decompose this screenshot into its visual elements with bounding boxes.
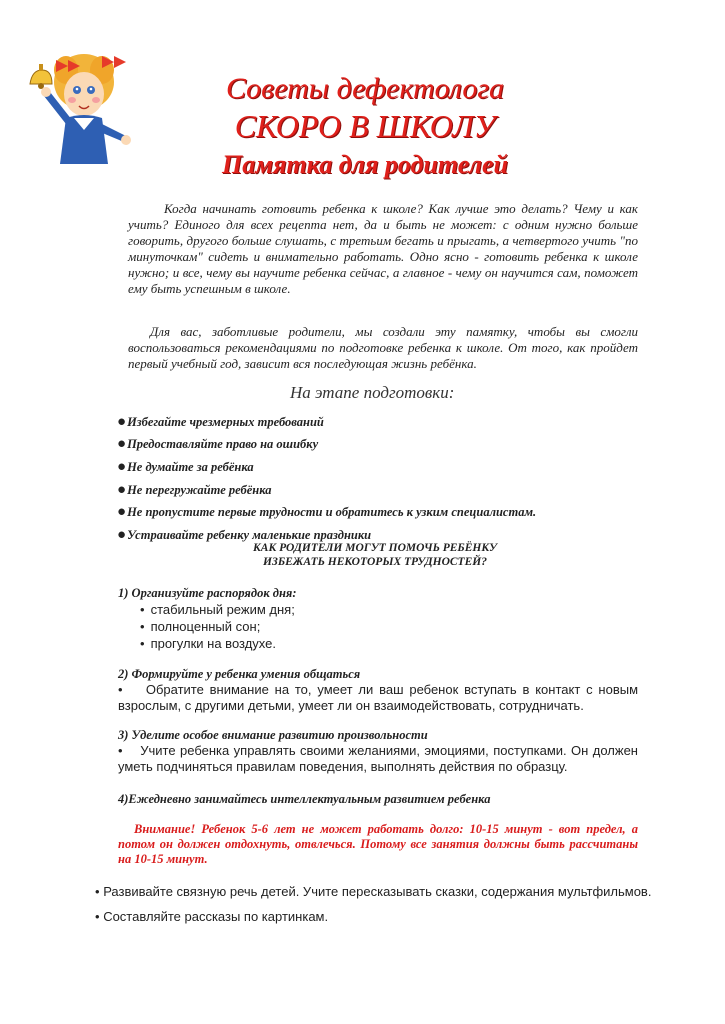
section-2-text: • Обратите внимание на то, умеет ли ваш ребенок вступать в контакт с новым взрослым, с другими детьми, умеет ли он взаимодействовать, сотрудничать. bbox=[118, 682, 639, 713]
girl-with-bell-illustration bbox=[22, 40, 132, 168]
bullet-icon: • bbox=[118, 743, 123, 758]
tip-item: ●Не пропустите первые трудности и обратитесь к узким специалистам. bbox=[117, 504, 537, 520]
tip-item: ●Не думайте за ребёнка bbox=[117, 459, 254, 475]
tip-item: ●Предоставляйте право на ошибку bbox=[117, 436, 319, 452]
bullet-icon: ● bbox=[117, 482, 127, 498]
bullet-icon: • bbox=[140, 619, 145, 634]
intro-paragraph-2: Для вас, заботливые родители, мы создали эту памятку, чтобы вы смогли воспользоваться рекомендациями по подготовке ребенка к школе. От того, как пройдет первый учебный год, зависит вся последующая жизнь ребёнка. bbox=[128, 324, 638, 371]
title-parents-memo: Памятка для родителей bbox=[222, 150, 508, 179]
bullet-icon: • bbox=[95, 909, 100, 924]
bullet-icon: ● bbox=[117, 504, 127, 520]
bullet-icon: ● bbox=[117, 414, 127, 430]
section-4-title: 4)Ежедневно занимайтесь интеллектуальным развитием ребенка bbox=[118, 792, 491, 806]
tip-item: ●Избегайте чрезмерных требований bbox=[117, 414, 324, 430]
help-question-line-1: КАК РОДИТЕЛИ МОГУТ ПОМОЧЬ РЕБЁНКУ bbox=[253, 542, 497, 554]
warning-paragraph: Внимание! Ребенок 5-6 лет не может работать долго: 10-15 минут - вот предел, а потом он должен отдохнуть, отвлечься. Потому все занятия должны быть рассчитаны на 10-15 минут. bbox=[118, 822, 638, 866]
list-item: • полноценный сон; bbox=[140, 619, 261, 634]
bullet-icon: • bbox=[140, 636, 145, 651]
bullet-icon: ● bbox=[117, 459, 127, 475]
help-question-line-2: ИЗБЕЖАТЬ НЕКОТОРЫХ ТРУДНОСТЕЙ? bbox=[263, 556, 487, 568]
final-tip: • Развивайте связную речь детей. Учите пересказывать сказки, содержания мультфильмов. bbox=[95, 884, 652, 899]
tip-item: ●Устраивайте ребенку маленькие праздники bbox=[117, 527, 372, 543]
stage-heading: На этапе подготовки: bbox=[290, 383, 455, 402]
section-1-title: 1) Организуйте распорядок дня: bbox=[118, 586, 297, 600]
section-3-text: • Учите ребенка управлять своими желаниями, эмоциями, поступками. Он должен уметь подчиняться правилам поведения, выполнять действия по образцу. bbox=[118, 743, 638, 774]
title-defectologist-advice: Советы дефектолога bbox=[225, 72, 505, 105]
intro-paragraph-1: Когда начинать готовить ребенка к школе? Как лучше это делать? Чему и как учить? Единого для всех рецепта нет, да и быть не может: с одним нужно больше говорить, другого больше слушать, с третьим бегать и прыгать, а четвертого учить "по минуточкам" сидеть и внимательно работать. Одно ясно - готовить ребенка к школе нужно; и все, чему вы научите ребенка сейчас, а главное - чему он научится сам, поможет ему быть успешным в школе. bbox=[128, 201, 638, 296]
bullet-icon: ● bbox=[117, 527, 127, 543]
section-3-title: 3) Уделите особое внимание развитию произвольности bbox=[118, 728, 428, 742]
list-item: • стабильный режим дня; bbox=[140, 602, 295, 617]
bullet-icon: • bbox=[95, 884, 100, 899]
bullet-icon: ● bbox=[117, 436, 127, 452]
title-soon-to-school: СКОРО В ШКОЛУ bbox=[234, 108, 496, 144]
final-tip: • Составляйте рассказы по картинкам. bbox=[95, 909, 329, 924]
bullet-icon: • bbox=[118, 682, 123, 697]
bullet-icon: • bbox=[140, 602, 145, 617]
section-2-title: 2) Формируйте у ребенка умения общаться bbox=[118, 667, 361, 681]
tip-item: ●Не перегружайте ребёнка bbox=[117, 482, 272, 498]
list-item: • прогулки на воздухе. bbox=[140, 636, 276, 651]
